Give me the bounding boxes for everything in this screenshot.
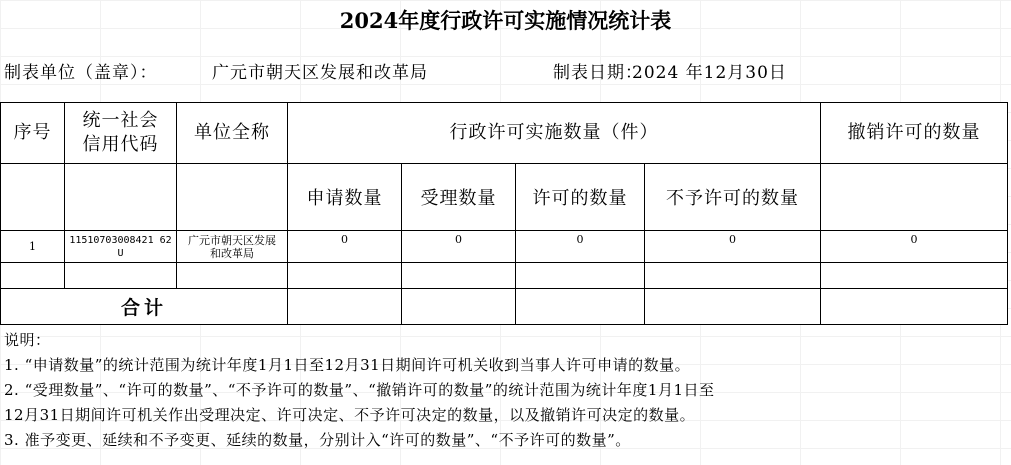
total-label: 合计 bbox=[0, 288, 287, 325]
empty-row-cell bbox=[287, 262, 401, 288]
date-label: 制表日期： bbox=[553, 63, 643, 83]
header-accept: 受理数量 bbox=[401, 163, 515, 230]
notes-section bbox=[4, 328, 1004, 453]
note-line-2b: 12月31日期间许可机关作出受理决定、许可决定、不予许可决定的数量，以及撤销许可决定的数量。 bbox=[4, 406, 696, 424]
unit-label: 制表单位（盖章）： bbox=[4, 63, 158, 83]
total-revoke bbox=[820, 288, 1008, 325]
total-deny bbox=[644, 288, 820, 325]
header-revoke-blank bbox=[820, 163, 1008, 230]
total-permit bbox=[515, 288, 644, 325]
row1-permit: 0 bbox=[515, 230, 644, 262]
note-line-1: 1. “申请数量”的统计范围为统计年度1月1日至12月31日期间许可机关收到当事人许可申请的数量。 bbox=[4, 356, 691, 374]
note-line-2a: 2. “受理数量”、“许可的数量”、“不予许可的数量”、“撤销许可的数量”的统计范围为统计年度1月1日至 bbox=[4, 381, 715, 399]
empty-row-cell bbox=[401, 262, 515, 288]
empty-row-cell bbox=[64, 262, 176, 288]
header-code-blank bbox=[64, 163, 176, 230]
header-credit-code: 统一社会信用代码 bbox=[64, 102, 176, 163]
header-name-blank bbox=[176, 163, 287, 230]
header-apply: 申请数量 bbox=[287, 163, 401, 230]
row1-deny: 0 bbox=[644, 230, 820, 262]
total-apply bbox=[287, 288, 401, 325]
empty-row-cell bbox=[820, 262, 1008, 288]
header-permit-group: 行政许可实施数量（件） bbox=[287, 102, 820, 163]
row1-name: 广元市朝天区发展和改革局 bbox=[176, 230, 287, 262]
page-title: 2024年度行政许可实施情况统计表 bbox=[339, 8, 672, 33]
notes-heading: 说明： bbox=[4, 331, 51, 349]
empty-row-cell bbox=[0, 262, 64, 288]
row1-seq: 1 bbox=[0, 230, 64, 262]
header-seq-blank bbox=[0, 163, 64, 230]
row1-revoke: 0 bbox=[820, 230, 1008, 262]
row1-apply: 0 bbox=[287, 230, 401, 262]
unit-value: 广元市朝天区发展和改革局 bbox=[212, 63, 428, 83]
total-accept bbox=[401, 288, 515, 325]
note-line-3: 3. 准予变更、延续和不予变更、延续的数量，分别计入“许可的数量”、“不予许可的数量”。 bbox=[4, 431, 631, 449]
row1-accept: 0 bbox=[401, 230, 515, 262]
header-permit: 许可的数量 bbox=[515, 163, 644, 230]
header-deny: 不予许可的数量 bbox=[644, 163, 820, 230]
empty-row-cell bbox=[644, 262, 820, 288]
header-seq: 序号 bbox=[0, 102, 64, 163]
header-revoke: 撤销许可的数量 bbox=[820, 102, 1008, 163]
empty-row-cell bbox=[515, 262, 644, 288]
empty-row-cell bbox=[176, 262, 287, 288]
header-unit-name: 单位全称 bbox=[176, 102, 287, 163]
date-value: 2024 年12月30日 bbox=[632, 63, 787, 83]
row1-code: 11510703008421 62U bbox=[64, 230, 176, 262]
